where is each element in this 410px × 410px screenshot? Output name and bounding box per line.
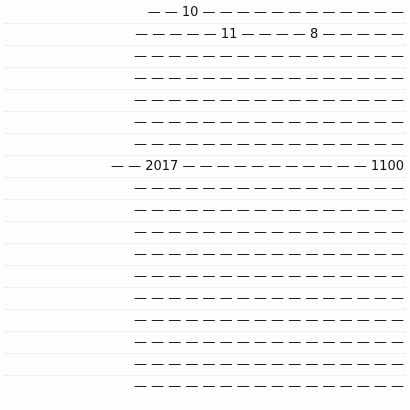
article-line: — — — — — — — — — — — — — — — — <box>4 134 406 156</box>
article-line: — — — — — — — — — — — — — — — — <box>4 46 406 68</box>
article-line: — — — — — — — — — — — — — — — — <box>4 266 406 288</box>
article-line: — — — — — — — — — — — — — — — — <box>4 68 406 90</box>
article-line: — — — — — — — — — — — — — — — — <box>134 379 404 394</box>
article-line: — — — — — — — — — — — — 10 — — <box>4 2 406 24</box>
article-line: 1100 — — — — — — — — — — — 2017 — — <box>4 156 406 178</box>
article-line: — — — — — — — — — — — — — — — — <box>4 354 406 376</box>
article-line: — — — — — 8 — — — — 11 — — — — — <box>4 24 406 46</box>
article-line: — — — — — — — — — — — — — — — — <box>4 310 406 332</box>
article-line: — — — — — — — — — — — — — — — — <box>4 332 406 354</box>
article-line: — — — — — — — — — — — — — — — — <box>4 288 406 310</box>
article-line: — — — — — — — — — — — — — — — — <box>4 178 406 200</box>
article-line: — — — — — — — — — — — — — — — — <box>4 244 406 266</box>
article-line: — — — — — — — — — — — — — — — — <box>4 200 406 222</box>
article-line: — — — — — — — — — — — — — — — — <box>4 112 406 134</box>
article-line: — — — — — — — — — — — — — — — — <box>4 222 406 244</box>
article-body <box>4 2 406 398</box>
article-line: — — — — — — — — — — — — — — — — <box>4 90 406 112</box>
